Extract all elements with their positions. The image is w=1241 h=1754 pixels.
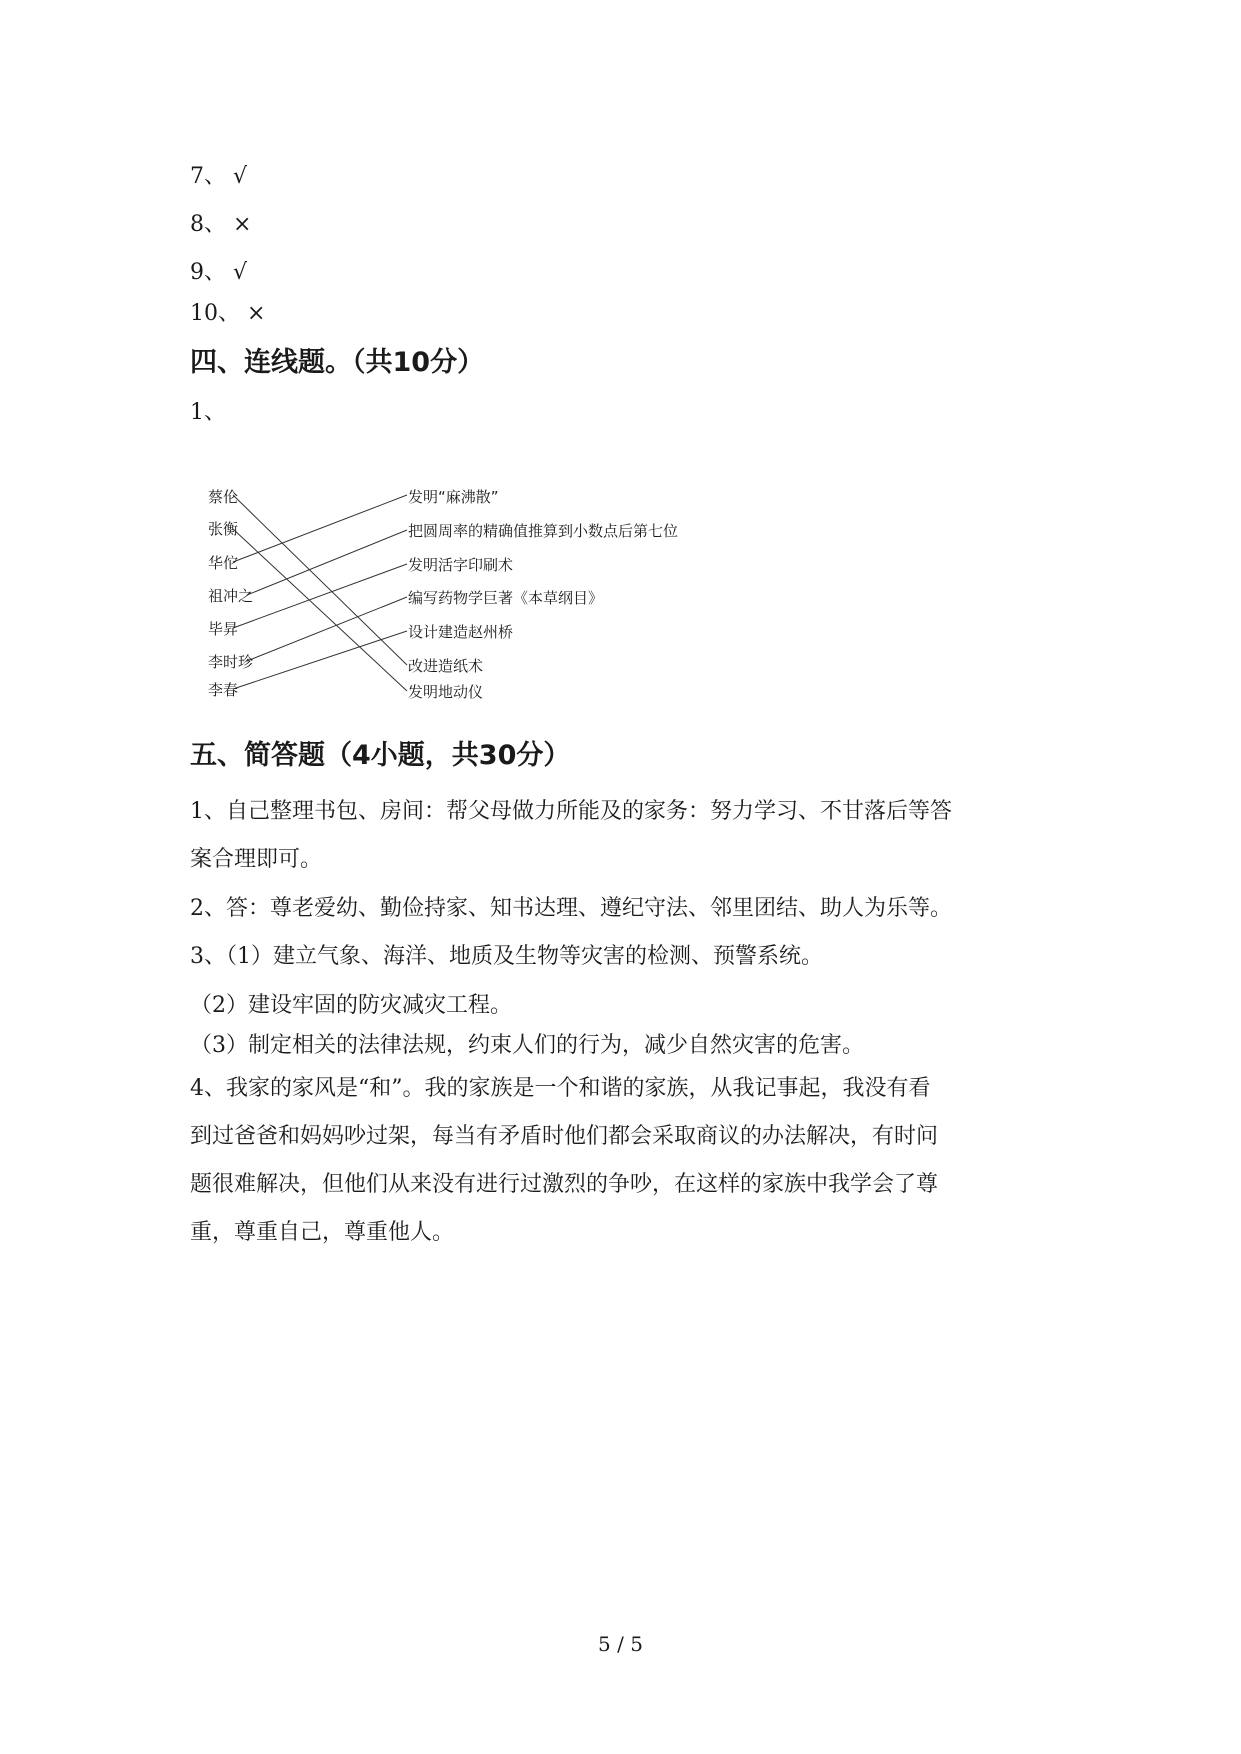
match-line xyxy=(233,495,407,562)
answer-line: 案合理即可。 xyxy=(190,847,323,872)
answer-line: 题很难解决，但他们从来没有进行过激烈的争吵，在这样的家族中我学会了尊 xyxy=(190,1172,939,1197)
match-line xyxy=(233,529,407,691)
left-name: 毕昇 xyxy=(208,620,239,638)
page-number: 5 / 5 xyxy=(598,1632,643,1656)
right-item: 设计建造赵州桥 xyxy=(408,623,514,641)
answer-line: （3）制定相关的法律法规，约束人们的行为，减少自然灾害的危害。 xyxy=(190,1033,864,1058)
answer-mark: × xyxy=(247,301,266,326)
answer-9 xyxy=(190,258,247,288)
left-name: 李春 xyxy=(208,681,239,699)
right-item: 发明活字印刷术 xyxy=(408,556,514,574)
left-name: 蔡伦 xyxy=(208,488,239,506)
section4-item-number: 1、 xyxy=(190,400,226,425)
right-item: 改进造纸术 xyxy=(408,657,484,675)
left-name: 李时珍 xyxy=(208,653,254,671)
answer-mark: × xyxy=(233,212,252,237)
answer-line: 重，尊重自己，尊重他人。 xyxy=(190,1220,455,1245)
right-item: 把圆周率的精确值推算到小数点后第七位 xyxy=(408,522,679,540)
left-name: 华佗 xyxy=(208,554,239,572)
answer-8 xyxy=(190,210,251,240)
match-line xyxy=(233,564,407,628)
right-item: 发明“麻沸散” xyxy=(408,488,499,506)
answer-number: 8、 xyxy=(190,212,226,237)
answer-number: 10、 xyxy=(190,301,240,326)
answer-mark: √ xyxy=(233,260,248,285)
section5-heading: 五、简答题（4小题，共30分） xyxy=(190,740,571,771)
answer-number: 9、 xyxy=(190,260,226,285)
answer-line: （2）建设牢固的防灾减灾工程。 xyxy=(190,993,512,1018)
answer-line: 3、（1）建立气象、海洋、地质及生物等灾害的检测、预警系统。 xyxy=(190,944,823,969)
answer-line: 4、我家的家风是“和”。我的家族是一个和谐的家族，从我记事起，我没有看 xyxy=(190,1076,931,1101)
answer-mark: √ xyxy=(233,164,248,189)
section4-heading: 四、连线题。（共10分） xyxy=(190,347,485,378)
right-item: 编写药物学巨著《本草纲目》 xyxy=(408,589,604,607)
answer-line: 2、答：尊老爱幼、勤俭持家、知书达理、遵纪守法、邻里团结、助人为乐等。 xyxy=(190,896,952,921)
left-name: 张衡 xyxy=(208,520,239,538)
right-item: 发明地动仪 xyxy=(408,683,484,701)
match-line xyxy=(247,530,407,595)
answer-line: 1、自己整理书包、房间：帮父母做力所能及的家务：努力学习、不甘落后等答 xyxy=(190,799,952,824)
match-line xyxy=(247,597,407,661)
match-line xyxy=(233,631,407,689)
answer-7 xyxy=(190,162,247,192)
answer-10 xyxy=(190,299,265,329)
matching-diagram xyxy=(200,475,720,715)
left-name: 祖冲之 xyxy=(208,587,254,605)
answer-number: 7、 xyxy=(190,164,226,189)
answer-line: 到过爸爸和妈妈吵过架，每当有矛盾时他们都会采取商议的办法解决，有时问 xyxy=(190,1124,939,1149)
